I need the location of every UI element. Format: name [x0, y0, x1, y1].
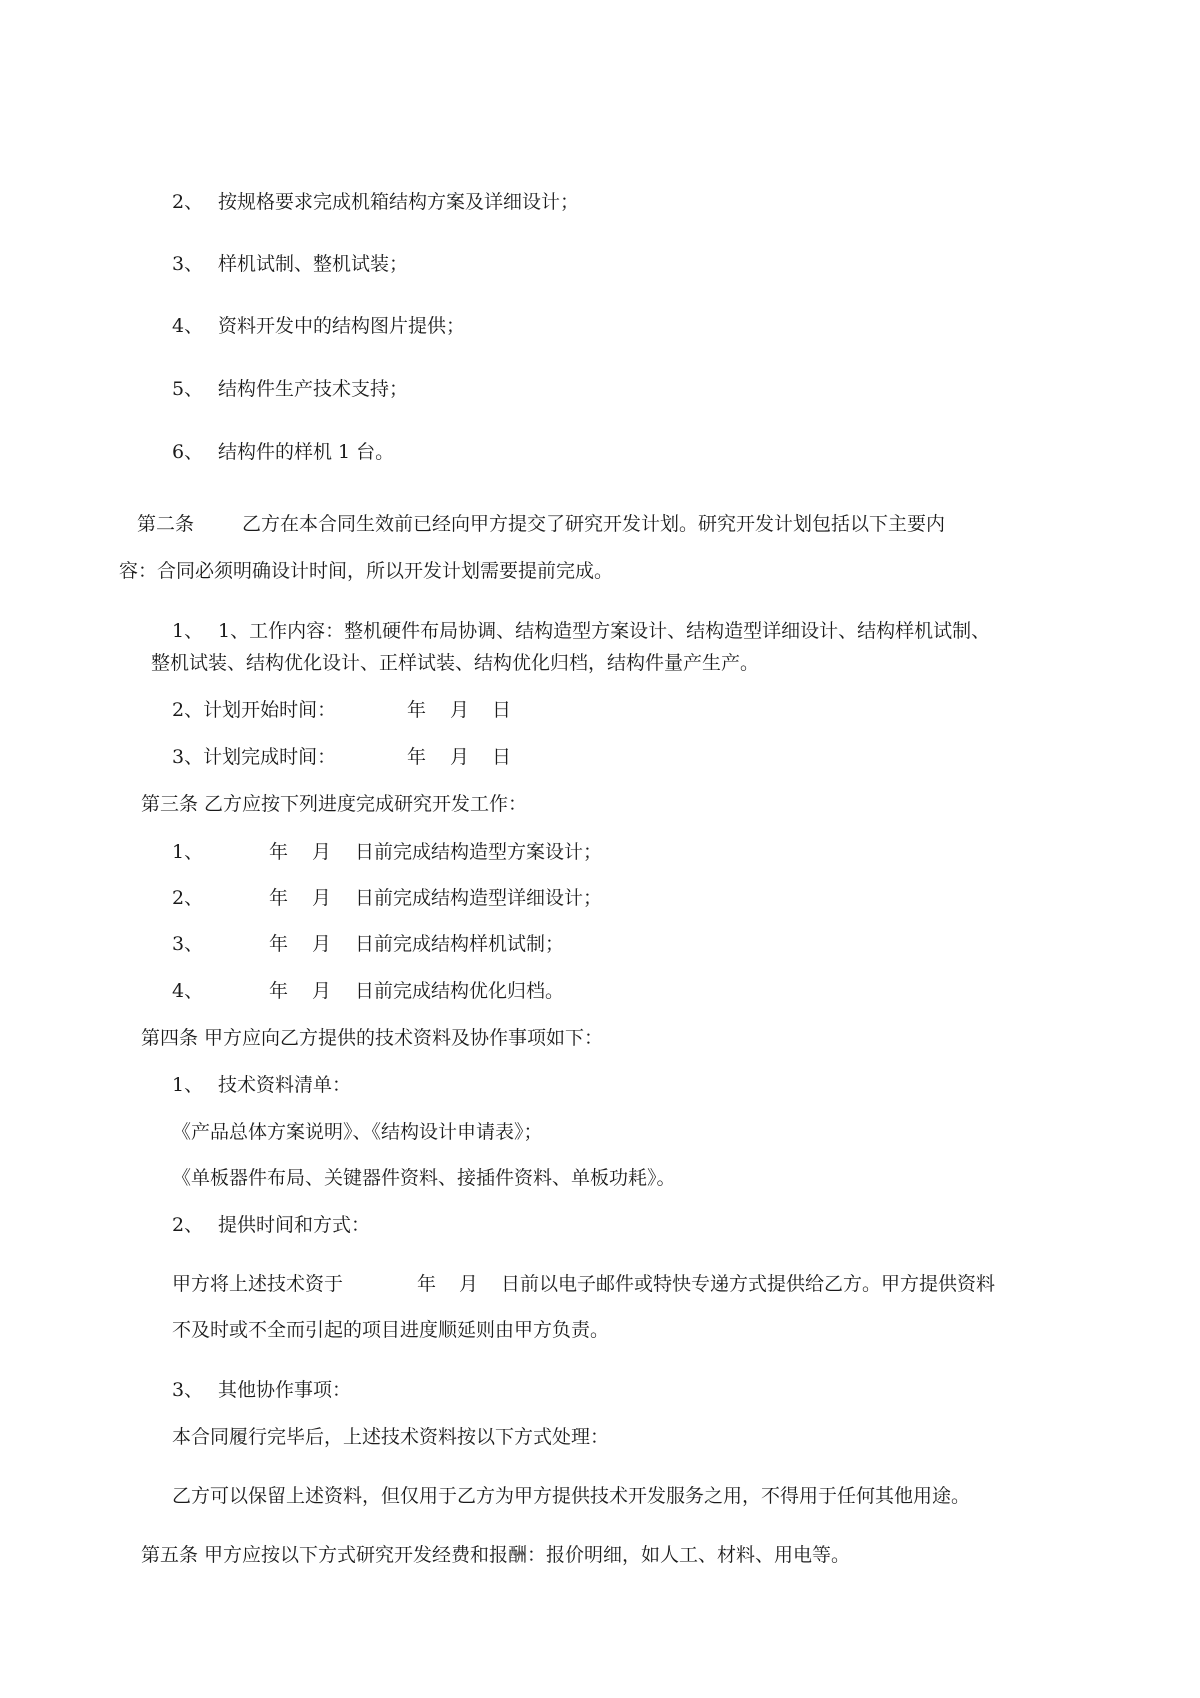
- article-2-line-1: [137, 512, 946, 536]
- article-3-heading: 第三条 乙方应按下列进度完成研究开发工作：: [141, 793, 528, 815]
- start-label: 2、计划开始时间：: [172, 699, 337, 721]
- item-number: 2、: [172, 191, 204, 213]
- item-text: 技术资料清单：: [218, 1074, 352, 1096]
- item-text: 1、工作内容：整机硬件布局协调、结构造型方案设计、结构造型详细设计、结构样机试制、: [218, 620, 991, 642]
- list-item: [172, 190, 580, 214]
- date-year: 年: [407, 746, 427, 768]
- article-5-heading: 第五条 甲方应按以下方式研究开发经费和报酬：报价明细，如人工、材料、用电等。: [141, 1544, 851, 1566]
- item-number: 4、: [172, 980, 204, 1002]
- item-number: 2、: [172, 887, 204, 909]
- material-list-line-1: 《产品总体方案说明》、《结构设计申请表》；: [172, 1121, 543, 1143]
- date-year: 年: [407, 699, 427, 721]
- item-number: 6、: [172, 441, 204, 463]
- item-text: 按规格要求完成机箱结构方案及详细设计；: [218, 191, 580, 213]
- plan-start-time: [172, 698, 512, 722]
- date-day: 日: [492, 699, 512, 721]
- article-4-heading: 第四条 甲方应向乙方提供的技术资料及协作事项如下：: [141, 1027, 604, 1049]
- list-item: [172, 314, 466, 338]
- list-item: [172, 440, 395, 464]
- item-text: 日前完成结构造型详细设计；: [355, 887, 603, 909]
- item-text: 日前完成结构样机试制；: [355, 933, 565, 955]
- item-text: 提供时间和方式：: [218, 1214, 371, 1236]
- item-number: 1、: [172, 841, 204, 863]
- article-2-line-2: 容：合同必须明确设计时间，所以开发计划需要提前完成。: [119, 560, 614, 582]
- item-number: 1、: [172, 1074, 204, 1096]
- date-year: 年: [269, 933, 289, 955]
- list-item: [172, 252, 409, 276]
- date-month: 月: [450, 699, 470, 721]
- item-text: 资料开发中的结构图片提供；: [218, 315, 466, 337]
- schedule-item: [172, 979, 565, 1003]
- article-label: 第二条: [137, 513, 195, 535]
- after-contract-line: 本合同履行完毕后，上述技术资料按以下方式处理：: [172, 1426, 610, 1448]
- date-year: 年: [269, 841, 289, 863]
- item-text: 结构件的样机 1 台。: [218, 441, 395, 463]
- date-year: 年: [417, 1273, 437, 1295]
- item-number: 1、: [172, 620, 204, 642]
- list-item: [172, 377, 409, 401]
- date-day: 日: [492, 746, 512, 768]
- date-month: 月: [312, 841, 332, 863]
- provide-text-pre: 甲方将上述技术资于: [172, 1273, 344, 1295]
- item-text: 其他协作事项：: [218, 1379, 352, 1401]
- material-item-3: [172, 1378, 352, 1402]
- material-item-1: [172, 1073, 352, 1097]
- date-year: 年: [269, 887, 289, 909]
- item-number: 3、: [172, 933, 204, 955]
- item-text: 结构件生产技术支持；: [218, 378, 409, 400]
- item-number: 2、: [172, 1214, 204, 1236]
- plan-item-1-line-1: [172, 619, 991, 643]
- date-month: 月: [312, 887, 332, 909]
- schedule-item: [172, 886, 603, 910]
- material-item-2: [172, 1213, 371, 1237]
- article-text: 乙方在本合同生效前已经向甲方提交了研究开发计划。研究开发计划包括以下主要内: [242, 513, 946, 535]
- schedule-item: [172, 840, 603, 864]
- material-list-line-2: 《单板器件布局、关键器件资料、接插件资料、单板功耗》。: [172, 1167, 676, 1189]
- date-month: 月: [450, 746, 470, 768]
- date-year: 年: [269, 980, 289, 1002]
- item-number: 3、: [172, 253, 204, 275]
- date-month: 月: [459, 1273, 479, 1295]
- item-number: 4、: [172, 315, 204, 337]
- plan-end-time: [172, 745, 512, 769]
- provide-line-2: 不及时或不全而引起的项目进度顺延则由甲方负责。: [172, 1319, 610, 1341]
- item-number: 5、: [172, 378, 204, 400]
- date-month: 月: [312, 933, 332, 955]
- provide-text-post: 日前以电子邮件或特快专递方式提供给乙方。甲方提供资料: [501, 1273, 996, 1295]
- date-month: 月: [312, 980, 332, 1002]
- retain-line: 乙方可以保留上述资料，但仅用于乙方为甲方提供技术开发服务之用，不得用于任何其他用途。: [172, 1485, 971, 1507]
- end-label: 3、计划完成时间：: [172, 746, 337, 768]
- plan-item-1-line-2: 整机试装、结构优化设计、正样试装、结构优化归档，结构件量产生产。: [151, 652, 760, 674]
- provide-line-1: [172, 1272, 996, 1296]
- item-number: 3、: [172, 1379, 204, 1401]
- item-text: 日前完成结构造型方案设计；: [355, 841, 603, 863]
- item-text: 日前完成结构优化归档。: [355, 980, 565, 1002]
- item-text: 样机试制、整机试装；: [218, 253, 409, 275]
- schedule-item: [172, 932, 565, 956]
